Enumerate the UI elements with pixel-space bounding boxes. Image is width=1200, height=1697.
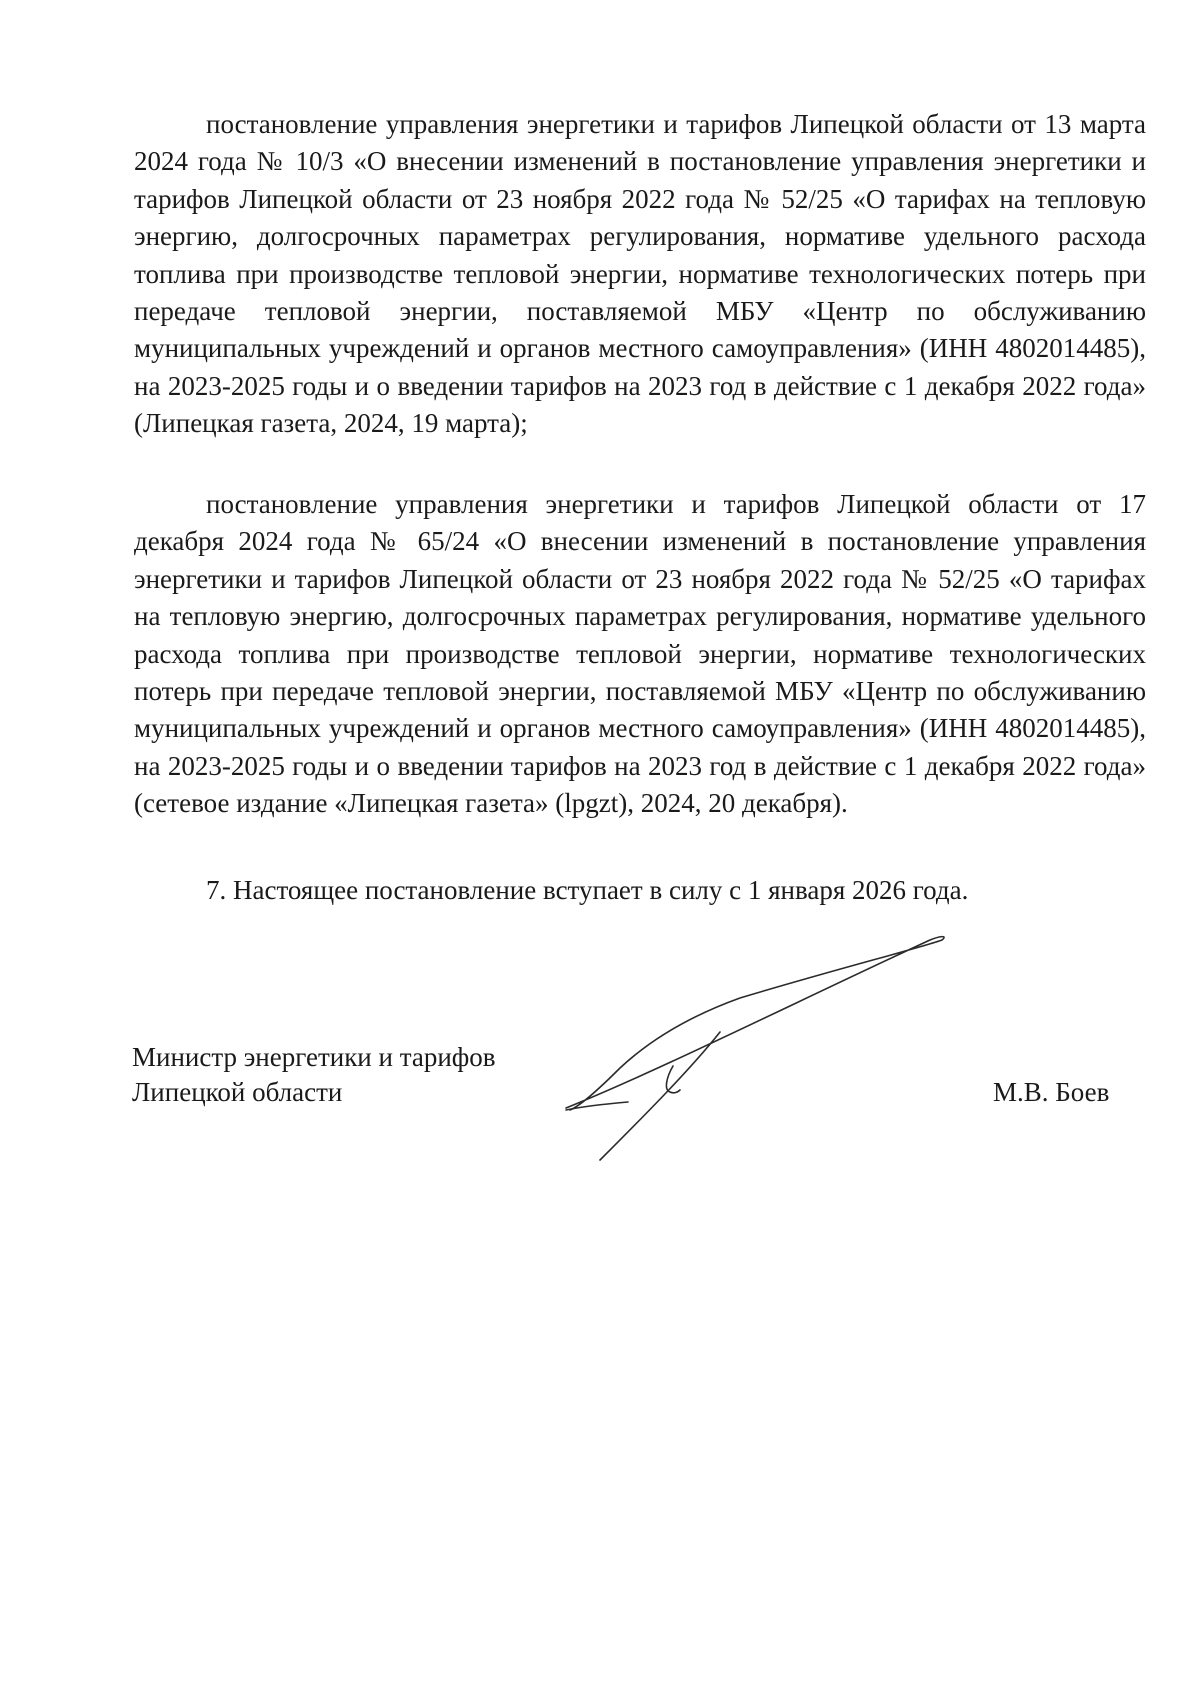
signatory-position-line1: Министр энергетики и тарифов bbox=[132, 1042, 496, 1072]
paragraph-effective-date: 7. Настоящее постановление вступает в силу с 1 января 2026 года. bbox=[206, 875, 969, 905]
signatory-name: М.В. Боев bbox=[993, 1077, 1110, 1107]
paragraph-decree-10-3: постановление управления энергетики и тарифов Липецкой области от 13 марта 2024 года № 10/3 «О внесении изменений в постановление управления энергетики и тарифов Липецкой области от 23 ноября 2022 года № 52/25 «О тарифах на тепловую энергию, долгосрочных параметрах регулирования, нормативе удельного расхода топлива при производстве тепловой энергии, нормативе технологических потерь при передаче тепловой энергии, поставляемой МБУ «Центр по обслуживанию муниципальных учреждений и органов местного самоуправления» (ИНН 4802014485), на 2023-2025 годы и о введении тарифов на 2023 год в действие с 1 декабря 2022 года» (Липецкая газета, 2024, 19 марта); bbox=[134, 109, 1146, 439]
signatory-position bbox=[132, 1040, 496, 1110]
paragraph-decree-65-24: постановление управления энергетики и тарифов Липецкой области от 17 декабря 2024 года № 65/24 «О внесении изменений в постановление управления энергетики и тарифов Липецкой области от 23 ноября 2022 года № 52/25 «О тарифах на тепловую энергию, долгосрочных параметрах регулирования, нормативе удельного расхода топлива при производстве тепловой энергии, нормативе технологических потерь при передаче тепловой энергии, поставляемой МБУ «Центр по обслуживанию муниципальных учреждений и органов местного самоуправления» (ИНН 4802014485), на 2023-2025 годы и о введении тарифов на 2023 год в действие с 1 декабря 2022 года» (сетевое издание «Липецкая газета» (lpgzt), 2024, 20 декабря). bbox=[134, 489, 1146, 819]
signatory-position-line2: Липецкой области bbox=[132, 1077, 343, 1107]
handwritten-signature bbox=[540, 920, 1010, 1170]
